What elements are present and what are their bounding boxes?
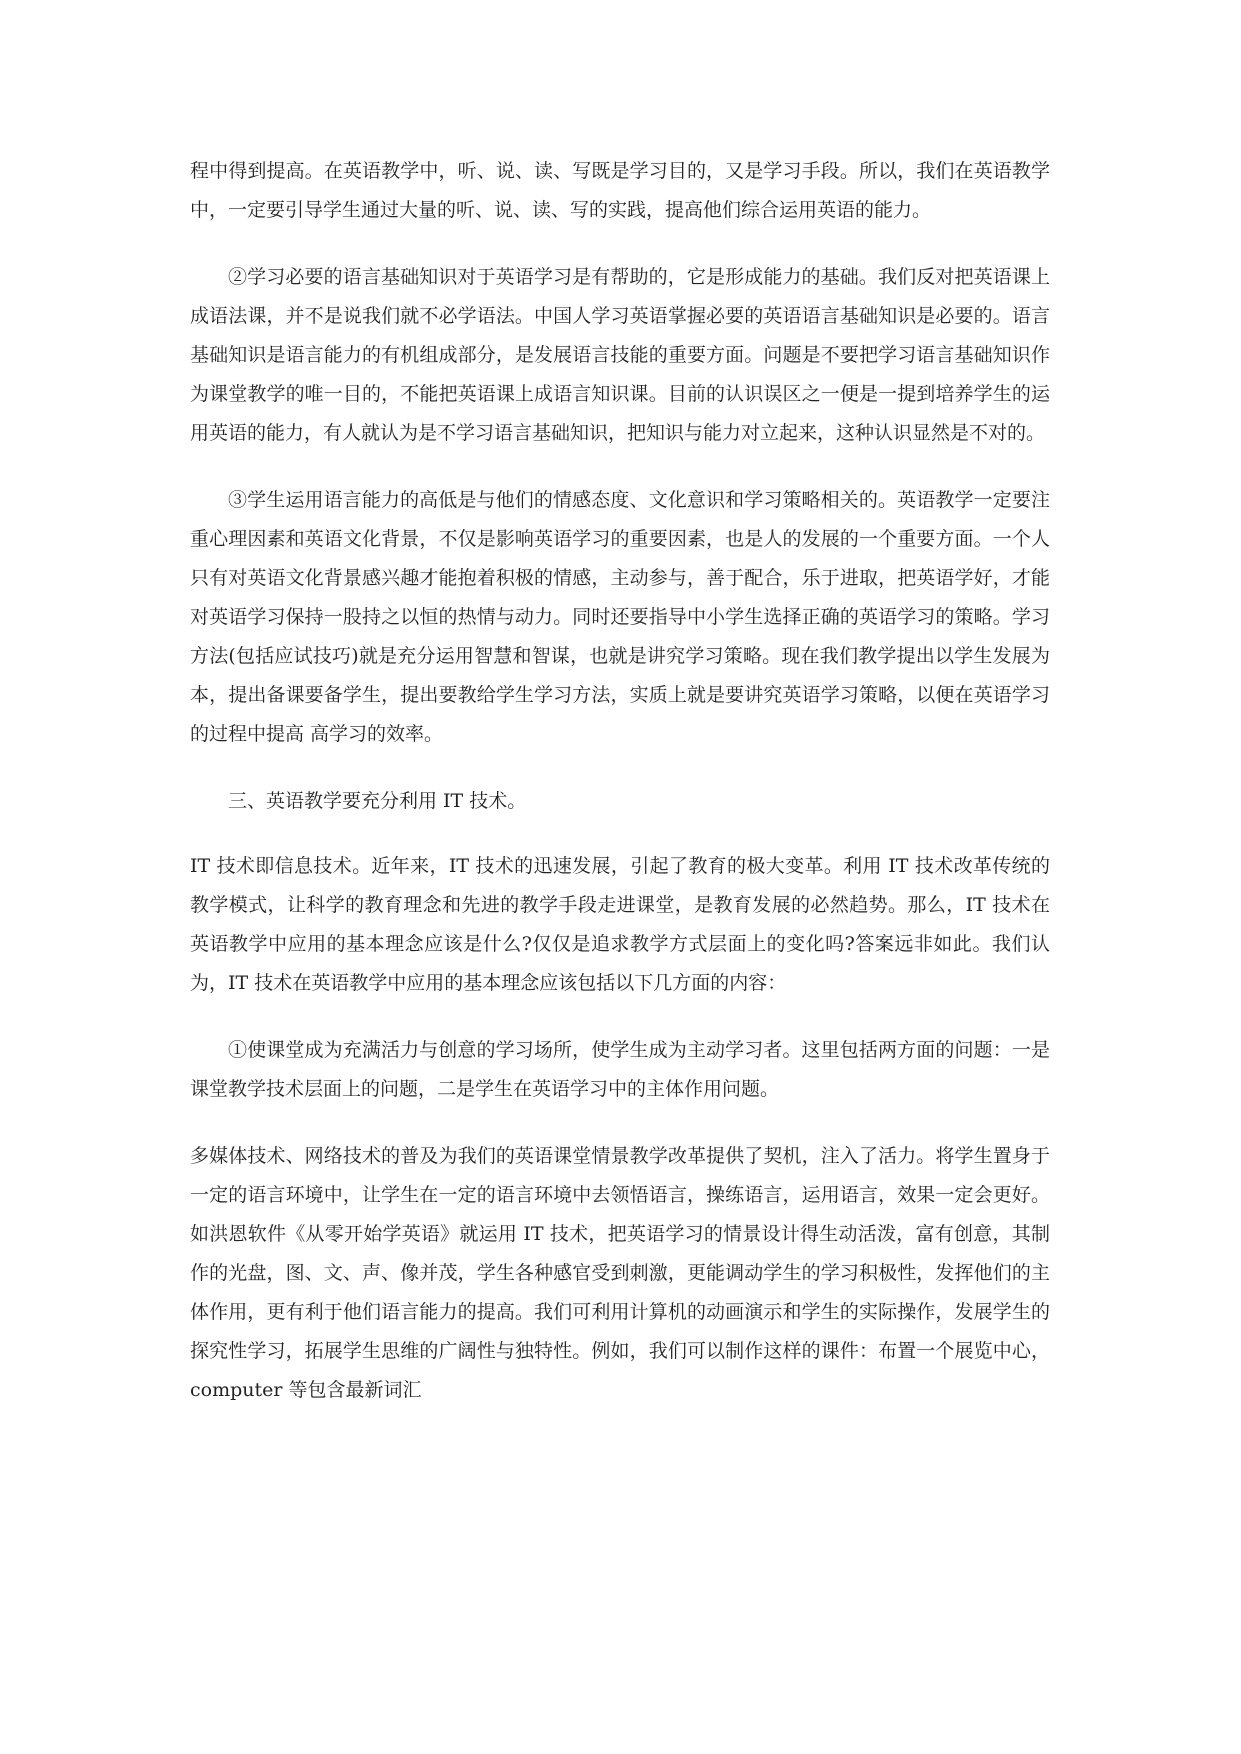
paragraph-it-intro: IT 技术即信息技术。近年来，IT 技术的迅速发展，引起了教育的极大变革。利用 IT 技术改革传统的教学模式，让科学的教育理念和先进的教学手段走进课堂，是教育发展的必然趋势。那么，IT 技术在英语教学中应用的基本理念应该是什么?仅仅是追求教学方式层面上的变化吗?答案远非如此。我们认为，IT 技术在英语教学中应用的基本理念应该包括以下几方面的内容： (190, 855, 1050, 994)
section-heading-3: 三、英语教学要充分利用 IT 技术。 (228, 790, 527, 812)
paragraph-point-3: ③学生运用语言能力的高低是与他们的情感态度、文化意识和学习策略相关的。英语教学一定要注重心理因素和英语文化背景，不仅是影响英语学习的重要因素，也是人的发展的一个重要方面。一个人只有对英语文化背景感兴趣才能抱着积极的情感，主动参与，善于配合，乐于进取，把英语学好，才能对英语学习保持一股持之以恒的热情与动力。同时还要指导中小学生选择正确的英语学习的策略。学习方法(包括应试技巧)就是充分运用智慧和智谋，也就是讲究学习策略。现在我们教学提出以学生发展为本，提出备课要备学生，提出要教给学生学习方法，实质上就是要讲究英语学习策略，以便在英语学习的过程中提高 高学习的效率。 (190, 489, 1050, 745)
paragraph-multimedia: 多媒体技术、网络技术的普及为我们的英语课堂情景教学改革提供了契机，注入了活力。将学生置身于一定的语言环境中，让学生在一定的语言环境中去领悟语言，操练语言，运用语言，效果一定会更好。如洪恩软件《从零开始学英语》就运用 IT 技术，把英语学习的情景设计得生动活泼，富有创意，其制作的光盘，图、文、声、像并茂，学生各种感官受到刺激，更能调动学生的学习积极性，发挥他们的主体作用，更有利于他们语言能力的提高。我们可利用计算机的动画演示和学生的实际操作，发展学生的探究性学习，拓展学生思维的广阔性与独特性。例如，我们可以制作这样的课件：布置一个展览中心，computer 等包含最新词汇 (190, 1145, 1050, 1401)
paragraph-point-2: ②学习必要的语言基础知识对于英语学习是有帮助的，它是形成能力的基础。我们反对把英语课上成语法课，并不是说我们就不必学语法。中国人学习英语掌握必要的英语语言基础知识是必要的。语言基础知识是语言能力的有机组成部分，是发展语言技能的重要方面。问题是不要把学习语言基础知识作为课堂教学的唯一目的，不能把英语课上成语言知识课。目前的认识误区之一便是一提到培养学生的运用英语的能力，有人就认为是不学习语言基础知识，把知识与能力对立起来，这种认识显然是不对的。 (190, 266, 1050, 444)
paragraph-it-point-1: ①使课堂成为充满活力与创意的学习场所，使学生成为主动学习者。这里包括两方面的问题：一是课堂教学技术层面上的问题，二是学生在英语学习中的主体作用问题。 (190, 1039, 1050, 1100)
paragraph-continuation: 程中得到提高。在英语教学中，听、说、读、写既是学习目的，又是学习手段。所以，我们在英语教学中，一定要引导学生通过大量的听、说、读、写的实践，提高他们综合运用英语的能力。 (190, 160, 1050, 221)
document-body (190, 152, 1050, 1438)
